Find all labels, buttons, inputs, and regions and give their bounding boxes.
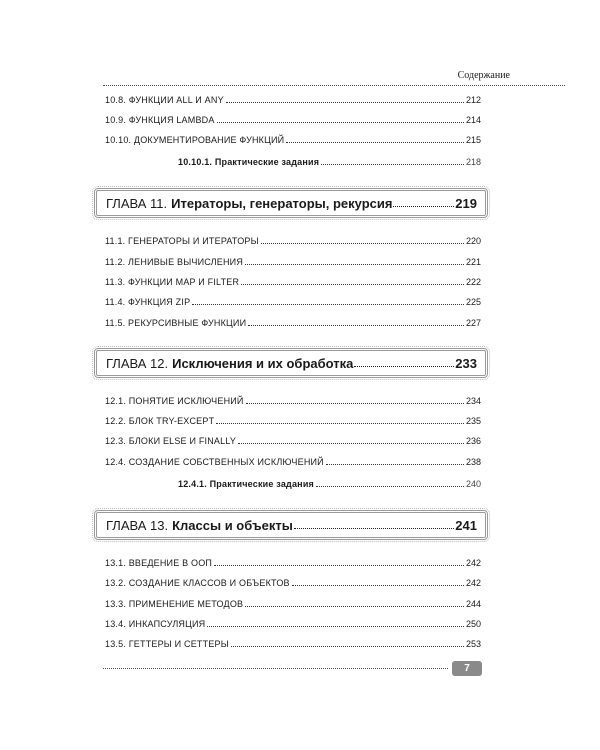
toc-entry-label: 10.9. ФУНКЦИЯ LAMBDA [105,115,215,125]
toc-entry-label: 12.2. БЛОК TRY-EXCEPT [105,416,215,426]
dot-leader [238,443,464,444]
toc-entry-page: 236 [465,436,481,446]
toc-entry[interactable] [105,275,481,289]
dot-leader [261,243,464,244]
toc-entry[interactable] [105,617,481,631]
toc-subentry-page: 218 [465,157,481,167]
chapter-title: Итераторы, генераторы, рекурсия [171,195,393,211]
toc-entry-label: 13.5. ГЕТТЕРЫ И СЕТТЕРЫ [105,639,229,649]
dot-leader [246,403,464,404]
toc-entry[interactable] [105,93,481,107]
chapter-number: ГЛАВА 11. [106,195,168,211]
toc-entry-label: 13.3. ПРИМЕНЕНИЕ МЕТОДОВ [105,599,244,609]
toc-entry-page: 235 [465,416,481,426]
toc-entry-label: 11.2. ЛЕНИВЫЕ ВЫЧИСЛЕНИЯ [105,257,244,267]
toc-subentry[interactable] [178,477,481,491]
toc-entry-label: 13.2. СОЗДАНИЕ КЛАССОВ И ОБЪЕКТОВ [105,578,290,588]
dot-leader [217,122,464,123]
toc-entry-label: 10.8. ФУНКЦИИ ALL И ANY [105,95,224,105]
dot-leader [316,486,464,487]
toc-entry[interactable] [105,576,481,590]
chapter-heading-13[interactable] [94,510,488,540]
toc-entry-page: 221 [465,257,481,267]
toc-entry-label: 12.4. СОЗДАНИЕ СОБСТВЕННЫХ ИСКЛЮЧЕНИЙ [105,457,324,467]
dot-leader [245,264,464,265]
toc-entry-label: 11.1. ГЕНЕРАТОРЫ И ИТЕРАТОРЫ [105,236,259,246]
running-header-title: Содержание [457,70,510,81]
page-number-badge: 7 [452,661,482,676]
toc-entry[interactable] [105,295,481,309]
toc-entry-page: 215 [465,135,481,145]
toc-entry[interactable] [105,597,481,611]
toc-entry[interactable] [105,434,481,448]
dot-leader [241,284,464,285]
toc-entry[interactable] [105,394,481,408]
toc-entry[interactable] [105,316,481,330]
dot-leader [248,325,464,326]
footer-dotted-rule [103,668,448,669]
dot-leader [286,142,464,143]
toc-entry-label: 11.5. РЕКУРСИВНЫЕ ФУНКЦИИ [105,318,247,328]
chapter-page: 219 [455,195,477,211]
toc-entry[interactable] [105,414,481,428]
dot-leader [326,464,464,465]
chapter-title: Исключения и их обработка [172,355,354,371]
toc-entry[interactable] [105,133,481,147]
chapter-page: 233 [455,355,477,371]
dot-leader [321,164,464,165]
toc-entry-page: 244 [465,599,481,609]
toc-entry-page: 242 [465,578,481,588]
chapter-heading-11[interactable] [94,188,488,218]
dot-leader [393,196,454,207]
header-dotted-rule [103,85,565,86]
toc-entry-label: 12.1. ПОНЯТИЕ ИСКЛЮЧЕНИЙ [105,396,244,406]
toc-entry-label: 13.1. ВВЕДЕНИЕ В ООП [105,558,213,568]
toc-subentry-label: 10.10.1. Практические задания [178,157,320,167]
toc-entry-page: 253 [465,639,481,649]
toc-entry-label: 12.3. БЛОКИ ELSE И FINALLY [105,436,237,446]
toc-entry-page: 250 [465,619,481,629]
dot-leader [245,606,464,607]
toc-entry-page: 222 [465,277,481,287]
toc-entry-page: 234 [465,396,481,406]
dot-leader [354,356,454,367]
dot-leader [294,518,455,529]
toc-entry-page: 225 [465,297,481,307]
dot-leader [292,585,464,586]
toc-entry-page: 242 [465,558,481,568]
toc-entry-label: 13.4. ИНКАПСУЛЯЦИЯ [105,619,206,629]
toc-entry-page: 220 [465,236,481,246]
chapter-page: 241 [455,517,477,533]
toc-entry[interactable] [105,637,481,651]
dot-leader [216,423,464,424]
toc-entry[interactable] [105,113,481,127]
chapter-number: ГЛАВА 12. [106,355,169,371]
toc-entry-page: 212 [465,95,481,105]
toc-subentry[interactable] [178,155,481,169]
toc-entry[interactable] [105,556,481,570]
toc-entry[interactable] [105,255,481,269]
toc-entry-page: 227 [465,318,481,328]
toc-entry-label: 10.10. ДОКУМЕНТИРОВАНИЕ ФУНКЦИЙ [105,135,285,145]
toc-entry-page: 238 [465,457,481,467]
toc-entry-label: 11.3. ФУНКЦИИ MAP И FILTER [105,277,240,287]
toc-entry-label: 11.4. ФУНКЦИЯ ZIP [105,297,191,307]
toc-subentry-label: 12.4.1. Практические задания [178,479,314,489]
dot-leader [207,626,464,627]
toc-subentry-page: 240 [465,479,481,489]
toc-entry[interactable] [105,455,481,469]
chapter-number: ГЛАВА 13. [106,517,169,533]
dot-leader [192,304,464,305]
dot-leader [231,646,464,647]
toc-entry-page: 214 [465,115,481,125]
dot-leader [214,565,464,566]
chapter-title: Классы и объекты [172,517,293,533]
chapter-heading-12[interactable] [94,348,488,378]
toc-entry[interactable] [105,234,481,248]
dot-leader [226,102,464,103]
